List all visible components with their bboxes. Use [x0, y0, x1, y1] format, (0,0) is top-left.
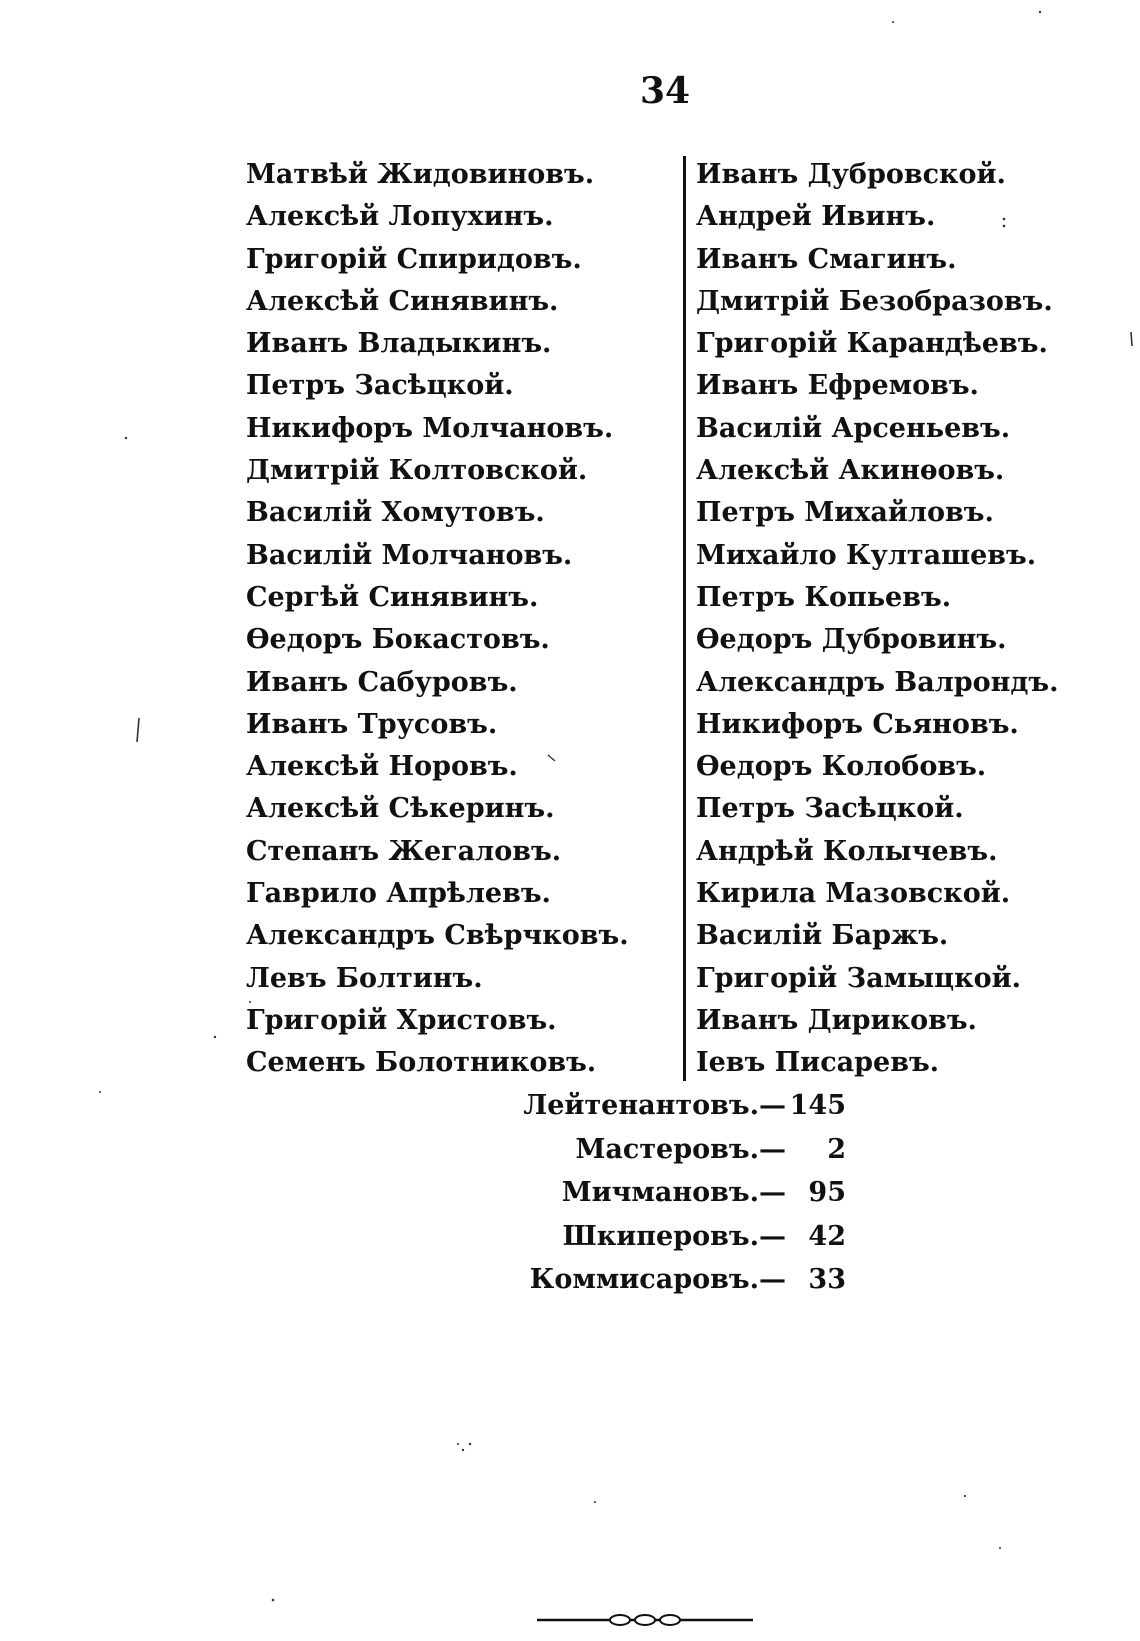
total-count: 2	[827, 1133, 846, 1165]
name-entry: Михайло Култашевъ.	[696, 539, 1037, 571]
name-entry: Василій Молчановъ.	[246, 539, 573, 571]
name-entry: Кирила Мазовской.	[696, 878, 1011, 910]
name-entry: Ѳедоръ Бокастовъ.	[246, 624, 550, 656]
name-entry: Иванъ Дириковъ.	[696, 1004, 977, 1036]
name-entry: Алексѣй Норовъ.	[246, 751, 518, 783]
name-entry: Семенъ Болотниковъ.	[246, 1047, 597, 1079]
name-entry: Сергѣй Синявинъ.	[246, 581, 539, 613]
name-entry: Андрѣй Колычевъ.	[696, 835, 998, 867]
name-entry: Дмитрій Безобразовъ.	[696, 285, 1053, 317]
total-label: Лейтенантовъ.—	[523, 1090, 786, 1121]
name-entry: Григорій Замыцкой.	[696, 962, 1022, 994]
name-entry: Иванъ Сабуровъ.	[246, 666, 518, 698]
name-entry: Иванъ Владыкинъ.	[246, 328, 552, 360]
page-number: 34	[640, 70, 691, 112]
total-label: Шкиперовъ.—	[562, 1220, 786, 1252]
name-entry: Александръ Свѣрчковъ.	[246, 920, 629, 952]
name-entry: Петръ Копьевъ.	[696, 581, 952, 613]
total-label: Мичмановъ.—	[561, 1177, 786, 1208]
name-entry: Левъ Болтинъ.	[246, 962, 483, 994]
name-entry: Алексѣй Акинѳовъ.	[696, 455, 1005, 487]
name-entry: Никифоръ Сьяновъ.	[696, 708, 1019, 740]
name-entry: Иванъ Ефремовъ.	[696, 370, 979, 402]
name-entry: Алексѣй Лопухинъ.	[246, 201, 554, 233]
name-entry: Дмитрій Колтовской.	[246, 455, 588, 487]
total-count: 145	[789, 1090, 846, 1121]
name-entry: Андрей Ивинъ.	[696, 201, 936, 233]
name-entry: Петръ Михайловъ.	[696, 497, 994, 529]
name-entry: Григорій Карандѣевъ.	[696, 328, 1048, 360]
name-entry: Гаврило Апрѣлевъ.	[246, 878, 551, 910]
name-entry: Никифоръ Молчановъ.	[246, 412, 614, 444]
ornament-divider	[535, 1610, 755, 1630]
total-count: 33	[808, 1264, 846, 1295]
name-entry: Ѳедоръ Колобовъ.	[696, 751, 987, 783]
name-entry: Алексѣй Синявинъ.	[246, 285, 559, 317]
name-entry: Алексѣй Сѣкеринъ.	[246, 793, 555, 825]
name-entry: Степанъ Жегаловъ.	[246, 835, 562, 867]
name-entry: Иванъ Трусовъ.	[246, 708, 498, 740]
name-entry: Григорій Спиридовъ.	[246, 243, 582, 275]
total-count: 95	[808, 1177, 846, 1208]
total-label: Коммисаровъ.—	[529, 1264, 786, 1295]
name-entry: Василій Хомутовъ.	[246, 497, 545, 529]
name-entry: Иванъ Дубровской.	[696, 159, 1006, 190]
name-entry: Василій Арсеньевъ.	[696, 412, 1011, 444]
name-entry: Петръ Засѣцкой.	[246, 370, 514, 402]
name-entry: Григорій Христовъ.	[246, 1004, 557, 1036]
total-count: 42	[808, 1220, 846, 1252]
name-entry: Василій Баржъ.	[696, 920, 949, 952]
name-entry: Матвѣй Жидовиновъ.	[246, 159, 595, 190]
name-entry: Петръ Засѣцкой.	[696, 793, 964, 825]
total-label: Мастеровъ.—	[575, 1133, 786, 1165]
name-entry: Иванъ Смагинъ.	[696, 243, 957, 275]
name-entry: Ѳедоръ Дубровинъ.	[696, 624, 1007, 656]
name-entry: Іевъ Писаревъ.	[696, 1047, 940, 1079]
name-entry: Александръ Валрондъ.	[696, 666, 1059, 698]
